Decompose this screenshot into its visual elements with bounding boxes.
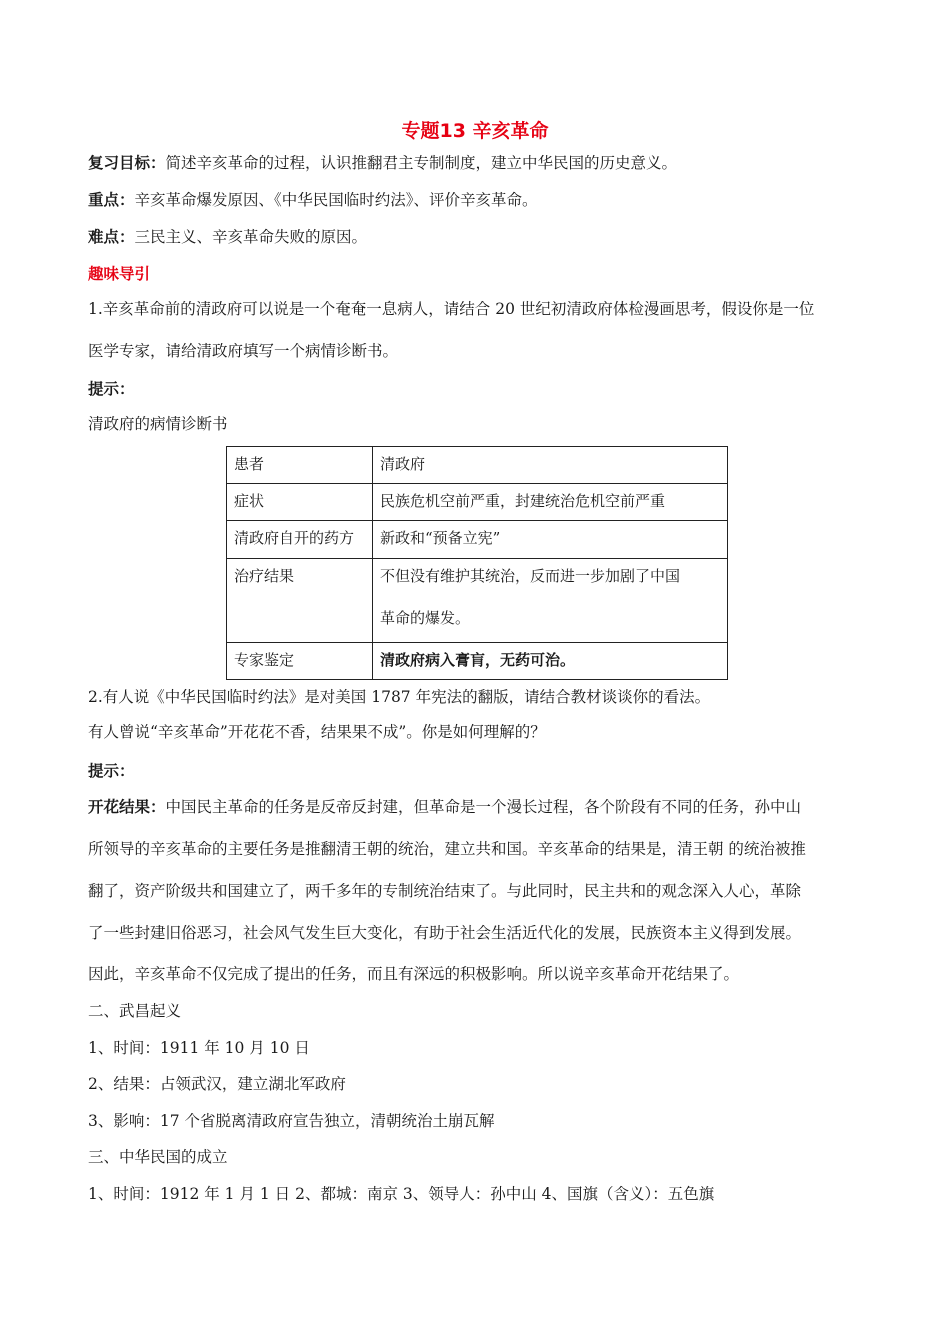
review-goal: [88, 152, 677, 174]
section-2-time: 1、时间：1911 年 10 月 10 日: [88, 1039, 310, 1057]
treatment-result-line-1: 不但没有维护其统治，反而进一步加剧了中国: [380, 567, 681, 585]
table-row: [227, 484, 728, 521]
table-cell-key: 专家鉴定: [227, 643, 373, 680]
question-2: 2.有人说《中华民国临时约法》是对美国 1787 年宪法的翻版，请结合教材谈谈你的看法。: [88, 688, 711, 706]
question-1-line-2: 医学专家，请给清政府填写一个病情诊断书。: [88, 342, 399, 360]
diagnosis-table: [226, 446, 728, 680]
table-cell-key: 清政府自开的药方: [227, 521, 373, 559]
table-cell-value: 新政和“预备立宪”: [373, 521, 728, 559]
review-goal-text: 简述辛亥革命的过程，认识推翻君主专制制度，建立中华民国的历史意义。: [165, 154, 678, 172]
table-cell-value: 民族危机空前严重，封建统治危机空前严重: [373, 484, 728, 521]
table-cell-key: 治疗结果: [227, 559, 373, 643]
table-cell-value: [373, 559, 728, 643]
section-2-effect: 3、影响：17 个省脱离清政府宣告独立，清朝统治土崩瓦解: [88, 1112, 495, 1130]
answer-line-2: 所领导的辛亥革命的主要任务是推翻清王朝的统治，建立共和国。辛亥革命的结果是，清王朝 的统治被推: [88, 840, 806, 858]
diagnosis-caption: 清政府的病情诊断书: [88, 415, 228, 433]
key-points-text: 辛亥革命爆发原因、《中华民国临时约法》、评价辛亥革命。: [134, 191, 538, 209]
table-cell-key: 患者: [227, 447, 373, 484]
answer-line-5: 因此，辛亥革命不仅完成了提出的任务，而且有深远的积极影响。所以说辛亥革命开花结果了。: [88, 965, 740, 983]
question-3: 有人曾说“辛亥革命”开花花不香，结果果不成”。你是如何理解的？: [88, 723, 546, 741]
answer-label: 开花结果：: [88, 798, 166, 816]
table-row: [227, 643, 728, 680]
key-points: [88, 189, 538, 211]
page-title: 专题13 辛亥革命: [401, 120, 549, 142]
table-row: [227, 559, 728, 643]
section-3-heading: 三、中华民国的成立: [88, 1148, 228, 1166]
review-goal-label: 复习目标：: [88, 154, 166, 172]
table-cell-value: 清政府: [373, 447, 728, 484]
answer-line-3: 翻了，资产阶级共和国建立了，两千多年的专制统治结束了。与此同时，民主共和的观念深入人心，革除: [88, 882, 802, 900]
table-cell-key: 症状: [227, 484, 373, 521]
difficulty: [88, 226, 367, 248]
table-row: [227, 521, 728, 559]
section-3-details: 1、时间：1912 年 1 月 1 日 2、都城：南京 3、领导人：孙中山 4、国旗（含义）：五色旗: [88, 1185, 715, 1203]
section-2-heading: 二、武昌起义: [88, 1002, 182, 1020]
answer-line-4: 了一些封建旧俗恶习，社会风气发生巨大变化，有助于社会生活近代化的发展，民族资本主义得到发展。: [88, 924, 802, 942]
treatment-result-line-2: 革命的爆发。: [380, 609, 471, 627]
key-points-label: 重点：: [88, 191, 135, 209]
table-cell-value: 清政府病入膏肓，无药可治。: [373, 643, 728, 680]
table-row: [227, 447, 728, 484]
question-1-line-1: 1.辛亥革命前的清政府可以说是一个奄奄一息病人，请结合 20 世纪初清政府体检漫画思考，假设你是一位: [88, 300, 815, 318]
difficulty-label: 难点：: [88, 228, 135, 246]
hint-label-2: 提示：: [88, 762, 135, 780]
answer-text-1: 中国民主革命的任务是反帝反封建，但革命是一个漫长过程，各个阶段有不同的任务，孙中山: [165, 798, 802, 816]
hint-label-1: 提示：: [88, 380, 135, 398]
answer-line-1: [88, 796, 801, 818]
section-2-result: 2、结果：占领武汉，建立湖北军政府: [88, 1075, 346, 1093]
intro-heading: 趣味导引: [88, 265, 151, 283]
difficulty-text: 三民主义、辛亥革命失败的原因。: [134, 228, 368, 246]
